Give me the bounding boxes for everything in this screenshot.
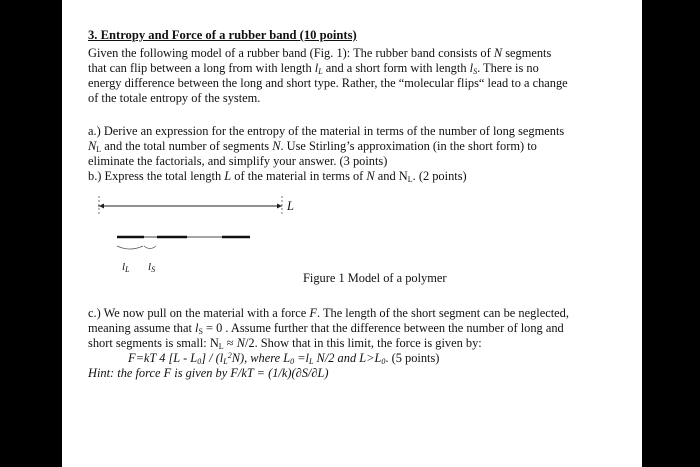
intro-text: and a short form with length — [322, 61, 470, 75]
part-c-text: meaning assume that — [88, 321, 196, 335]
symbol-l: l — [195, 321, 199, 335]
intro-text: Given the following model of a rubber band (Fig. 1): The rubber band consists of — [88, 46, 494, 60]
subscript-L: L — [96, 145, 102, 154]
part-c-text: c.) We now pull on the material with a force — [88, 306, 310, 320]
hint-line: Hint: the force F is given by F/kT = (1/k)(∂S/∂L) — [88, 366, 329, 380]
intro-text: . There is no — [477, 61, 539, 75]
polymer-figure — [62, 0, 642, 300]
formula-text: =l — [294, 351, 309, 365]
symbol-N: N — [272, 139, 281, 153]
subscript-L: L — [218, 342, 224, 351]
symbol-N: N — [236, 336, 245, 350]
intro-text: that can flip between a long from with length — [88, 61, 315, 75]
figure-caption: Figure 1 Model of a polymer — [303, 271, 447, 285]
symbol-l: l — [314, 61, 319, 75]
intro-line-3: energy difference between the long and short type. Rather, the “molecular flips“ lead to a change — [88, 76, 568, 90]
symbol-F: F — [309, 306, 317, 320]
subscript-S: S — [473, 67, 478, 76]
part-c-text: ≈ — [223, 336, 237, 350]
part-a-line-3: eliminate the factorials, and simplify your answer. (3 points) — [88, 154, 388, 168]
subscript-0: 0 — [290, 357, 295, 366]
formula-text: . (5 points) — [385, 351, 440, 365]
subscript-L: L — [309, 357, 314, 366]
subscript-0: 0 — [197, 357, 202, 366]
figure-label-lS — [148, 260, 155, 275]
symbol-N: N — [366, 169, 375, 183]
force-formula — [128, 351, 439, 366]
part-a-text: . Use Stirling’s approximation (in the short form) to — [280, 139, 537, 153]
subscript-L: L — [407, 175, 413, 184]
part-c-line-3 — [88, 336, 482, 351]
intro-line-4: of the totale entropy of the system. — [88, 91, 261, 105]
part-a-line-1: a.) Derive an expression for the entropy of the material in terms of the number of long segments — [88, 124, 565, 138]
part-c-line-2 — [88, 321, 564, 336]
figure-label-lL — [122, 260, 130, 275]
formula-text: ] / (l — [201, 351, 224, 365]
part-b-text: . (2 points) — [412, 169, 467, 183]
intro-text: segments — [502, 46, 552, 60]
symbol-l: l — [469, 61, 474, 75]
symbol-L: L — [224, 169, 232, 183]
subscript-S: S — [198, 327, 203, 336]
part-c-text: . The length of the short segment can be neglected, — [316, 306, 569, 320]
part-b-text: b.) Express the total length — [88, 169, 225, 183]
brace-lS-icon — [144, 246, 156, 249]
brace-lL-icon — [117, 246, 143, 249]
subscript-S: S — [151, 265, 156, 274]
symbol-N: N — [493, 46, 503, 60]
subscript-L: L — [318, 67, 323, 76]
subscript-0: 0 — [381, 357, 386, 366]
formula-text: N), where L — [231, 351, 291, 365]
part-c-text: = 0 . Assume further that the difference between the number of long and — [202, 321, 564, 335]
symbol-l: l — [148, 261, 152, 273]
superscript-2: 2 — [227, 351, 232, 360]
part-a-text: and the total number of segments — [101, 139, 273, 153]
part-c-text: short segments is small: N — [88, 336, 219, 350]
part-c-line-1 — [88, 306, 569, 321]
figure-length-label: L — [287, 199, 294, 213]
subscript-L: L — [223, 357, 228, 366]
formula-text: N/2 and L>L — [313, 351, 382, 365]
problem-title: 3. Entropy and Force of a rubber band (10 points) — [88, 28, 357, 42]
subscript-L: L — [125, 265, 130, 274]
symbol-N: N — [88, 139, 97, 153]
formula-text: F=kT 4 [L - L — [128, 351, 198, 365]
problem-page — [62, 0, 642, 467]
arrow-left-head-icon — [99, 204, 104, 209]
arrow-right-head-icon — [277, 204, 282, 209]
part-c-text: /2. Show that in this limit, the force is given by: — [244, 336, 482, 350]
symbol-l: l — [122, 261, 126, 273]
part-b-text: and N — [374, 169, 408, 183]
part-b-text: of the material in terms of — [231, 169, 367, 183]
